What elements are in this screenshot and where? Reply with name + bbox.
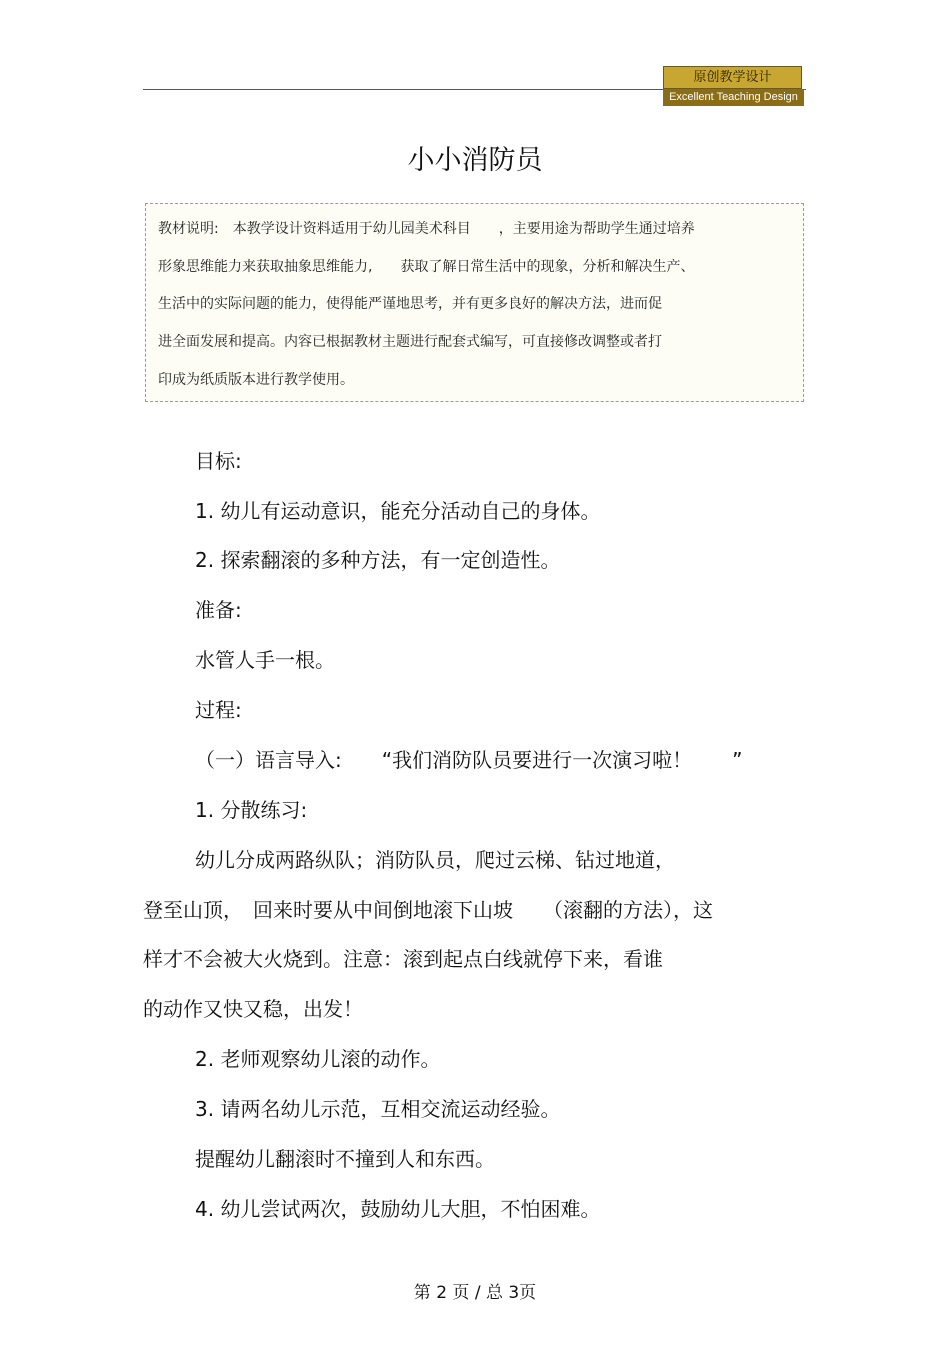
- paragraph-line: 幼儿分成两路纵队；消防队员，爬过云梯、钻过地道，: [195, 848, 675, 872]
- paragraph-line: 登至山顶， 回来时要从中间倒地滚下山坡 （滚翻的方法），这: [143, 898, 713, 922]
- prep-item: 水管人手一根。: [195, 648, 335, 672]
- header-badge-en: Excellent Teaching Design: [663, 89, 804, 106]
- note-line: 形象思维能力来获取抽象思维能力, 获取了解日常生活中的现象，分析和解决生产、: [158, 259, 695, 275]
- section-heading-goal: 目标:: [195, 449, 242, 473]
- header-badge-cn: 原创教学设计: [663, 66, 802, 89]
- goal-item-1: 1. 幼儿有运动意识，能充分活动自己的身体。: [195, 499, 601, 523]
- section-heading-process: 过程:: [195, 698, 242, 722]
- note-line: 进全面发展和提高。内容已根据教材主题进行配套式编写，可直接修改调整或者打: [158, 334, 662, 350]
- note-box: [145, 203, 804, 402]
- page-number: 第 2 页 / 总 3页: [413, 1283, 537, 1303]
- process-step-1: 1. 分散练习:: [195, 798, 308, 822]
- page-title: 小小消防员: [407, 145, 543, 176]
- process-reminder: 提醒幼儿翻滚时不撞到人和东西。: [195, 1147, 495, 1171]
- process-step-4: 4. 幼儿尝试两次，鼓励幼儿大胆，不怕困难。: [195, 1197, 601, 1221]
- process-step-3: 3. 请两名幼儿示范，互相交流运动经验。: [195, 1097, 561, 1121]
- goal-item-2: 2. 探索翻滚的多种方法，有一定创造性。: [195, 548, 561, 572]
- paragraph-line: 样才不会被大火烧到。注意：滚到起点白线就停下来，看谁: [143, 947, 663, 971]
- process-step-2: 2. 老师观察幼儿滚的动作。: [195, 1047, 441, 1071]
- note-line: 生活中的实际问题的能力，使得能严谨地思考，并有更多良好的解决方法，进而促: [158, 296, 662, 312]
- process-intro: （一）语言导入: “我们消防队员要进行一次演习啦！ ”: [195, 748, 743, 772]
- paragraph-line: 的动作又快又稳，出发！: [143, 997, 363, 1021]
- note-line: 印成为纸质版本进行教学使用。: [158, 372, 354, 388]
- section-heading-prep: 准备:: [195, 598, 242, 622]
- note-line: 教材说明: 本教学设计资料适用于幼儿园美术科目 ，主要用途为帮助学生通过培养: [158, 221, 695, 237]
